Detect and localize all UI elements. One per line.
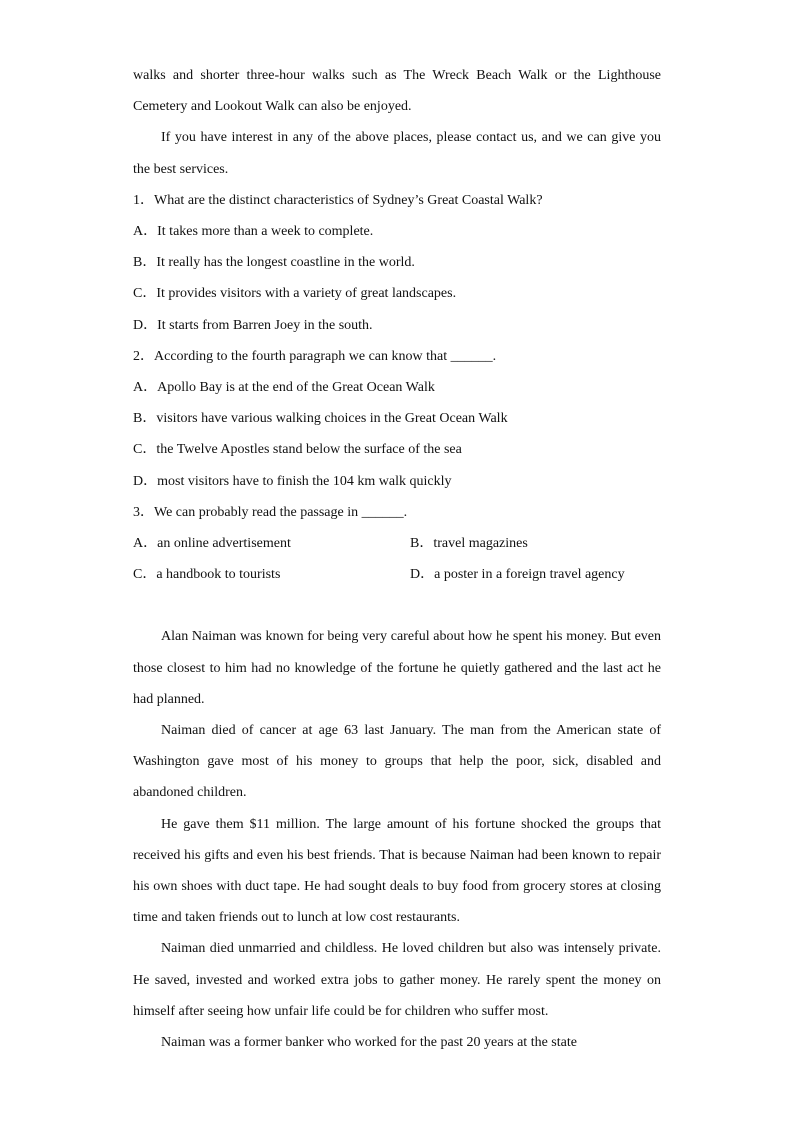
option-c: [133, 278, 661, 309]
question-text: According to the fourth paragraph we can know that ______.: [154, 348, 497, 364]
question-stem: [133, 341, 661, 372]
option-d: [133, 310, 661, 341]
option-letter: A．: [133, 224, 158, 240]
question-number: 3．: [133, 504, 154, 520]
option-a: [133, 528, 410, 559]
option-text: a poster in a foreign travel agency: [434, 567, 625, 583]
document-page: [133, 60, 661, 1058]
option-text: visitors have various walking choices in the Great Ocean Walk: [156, 411, 508, 427]
option-text: It takes more than a week to complete.: [157, 224, 374, 240]
option-letter: A．: [133, 536, 158, 552]
option-text: It really has the longest coastline in the world.: [156, 255, 415, 271]
option-text: It provides visitors with a variety of great landscapes.: [156, 286, 457, 302]
passage-paragraph: Alan Naiman was known for being very careful about how he spent his money. But even those closest to him had no knowledge of the fortune he quietly gathered and the last act he had planned.: [133, 629, 661, 707]
option-text: an online advertisement: [157, 536, 291, 552]
option-a: [133, 216, 661, 247]
option-letter: B．: [133, 255, 157, 271]
question-number: 2．: [133, 348, 154, 364]
option-c: [133, 559, 410, 590]
passage-paragraph: He gave them $11 million. The large amount of his fortune shocked the groups that received his gifts and even his best friends. That is because Naiman had been known to repair his own shoes with duct tape. He had sought deals to buy food from grocery stores at closing time and taken friends out to lunch at low cost restaurants.: [133, 816, 661, 926]
passage-paragraph: Naiman died of cancer at age 63 last January. The man from the American state of Washington gave most of his money to groups that help the poor, sick, disabled and abandoned children.: [133, 723, 661, 801]
option-letter: D．: [133, 473, 158, 489]
option-text: the Twelve Apostles stand below the surface of the sea: [156, 442, 462, 458]
question-number: 1．: [133, 192, 154, 208]
option-letter: D．: [133, 317, 158, 333]
option-letter: A．: [133, 380, 158, 396]
option-letter: C．: [133, 567, 157, 583]
question-2: [133, 341, 661, 497]
option-row-cd: [133, 559, 661, 590]
option-b: [133, 247, 661, 278]
option-letter: B．: [133, 411, 157, 427]
option-text: travel magazines: [433, 536, 528, 552]
option-text: most visitors have to finish the 104 km walk quickly: [157, 473, 452, 489]
question-1: [133, 185, 661, 341]
option-text: It starts from Barren Joey in the south.: [157, 317, 373, 333]
passage-paragraph: Naiman was a former banker who worked for the past 20 years at the state: [161, 1035, 577, 1051]
option-a: [133, 372, 661, 403]
option-row-ab: [133, 528, 661, 559]
passage-paragraph: Naiman died unmarried and childless. He loved children but also was intensely private. He saved, invested and worked extra jobs to gather money. He rarely spent the money on himself after seeing how unfair life could be for children who suffer most.: [133, 941, 661, 1019]
option-b: [410, 528, 661, 559]
passage-closing: If you have interest in any of the above places, please contact us, and we can give you the best services.: [133, 130, 661, 177]
option-d: [133, 466, 661, 497]
question-stem: [133, 185, 661, 216]
question-stem: [133, 497, 661, 528]
option-c: [133, 434, 661, 465]
question-text: What are the distinct characteristics of Sydney’s Great Coastal Walk?: [154, 192, 543, 208]
option-letter: B．: [410, 536, 434, 552]
option-letter: C．: [133, 442, 157, 458]
option-d: [410, 559, 661, 590]
option-text: Apollo Bay is at the end of the Great Ocean Walk: [157, 380, 435, 396]
option-letter: C．: [133, 286, 157, 302]
section-gap: [133, 590, 661, 621]
question-3: [133, 497, 661, 591]
option-text: a handbook to tourists: [156, 567, 281, 583]
option-letter: D．: [410, 567, 435, 583]
passage-continuation: walks and shorter three-hour walks such as The Wreck Beach Walk or the Lighthouse Cemetery and Lookout Walk can also be enjoyed.: [133, 68, 661, 115]
option-b: [133, 403, 661, 434]
question-text: We can probably read the passage in ______.: [154, 504, 408, 520]
